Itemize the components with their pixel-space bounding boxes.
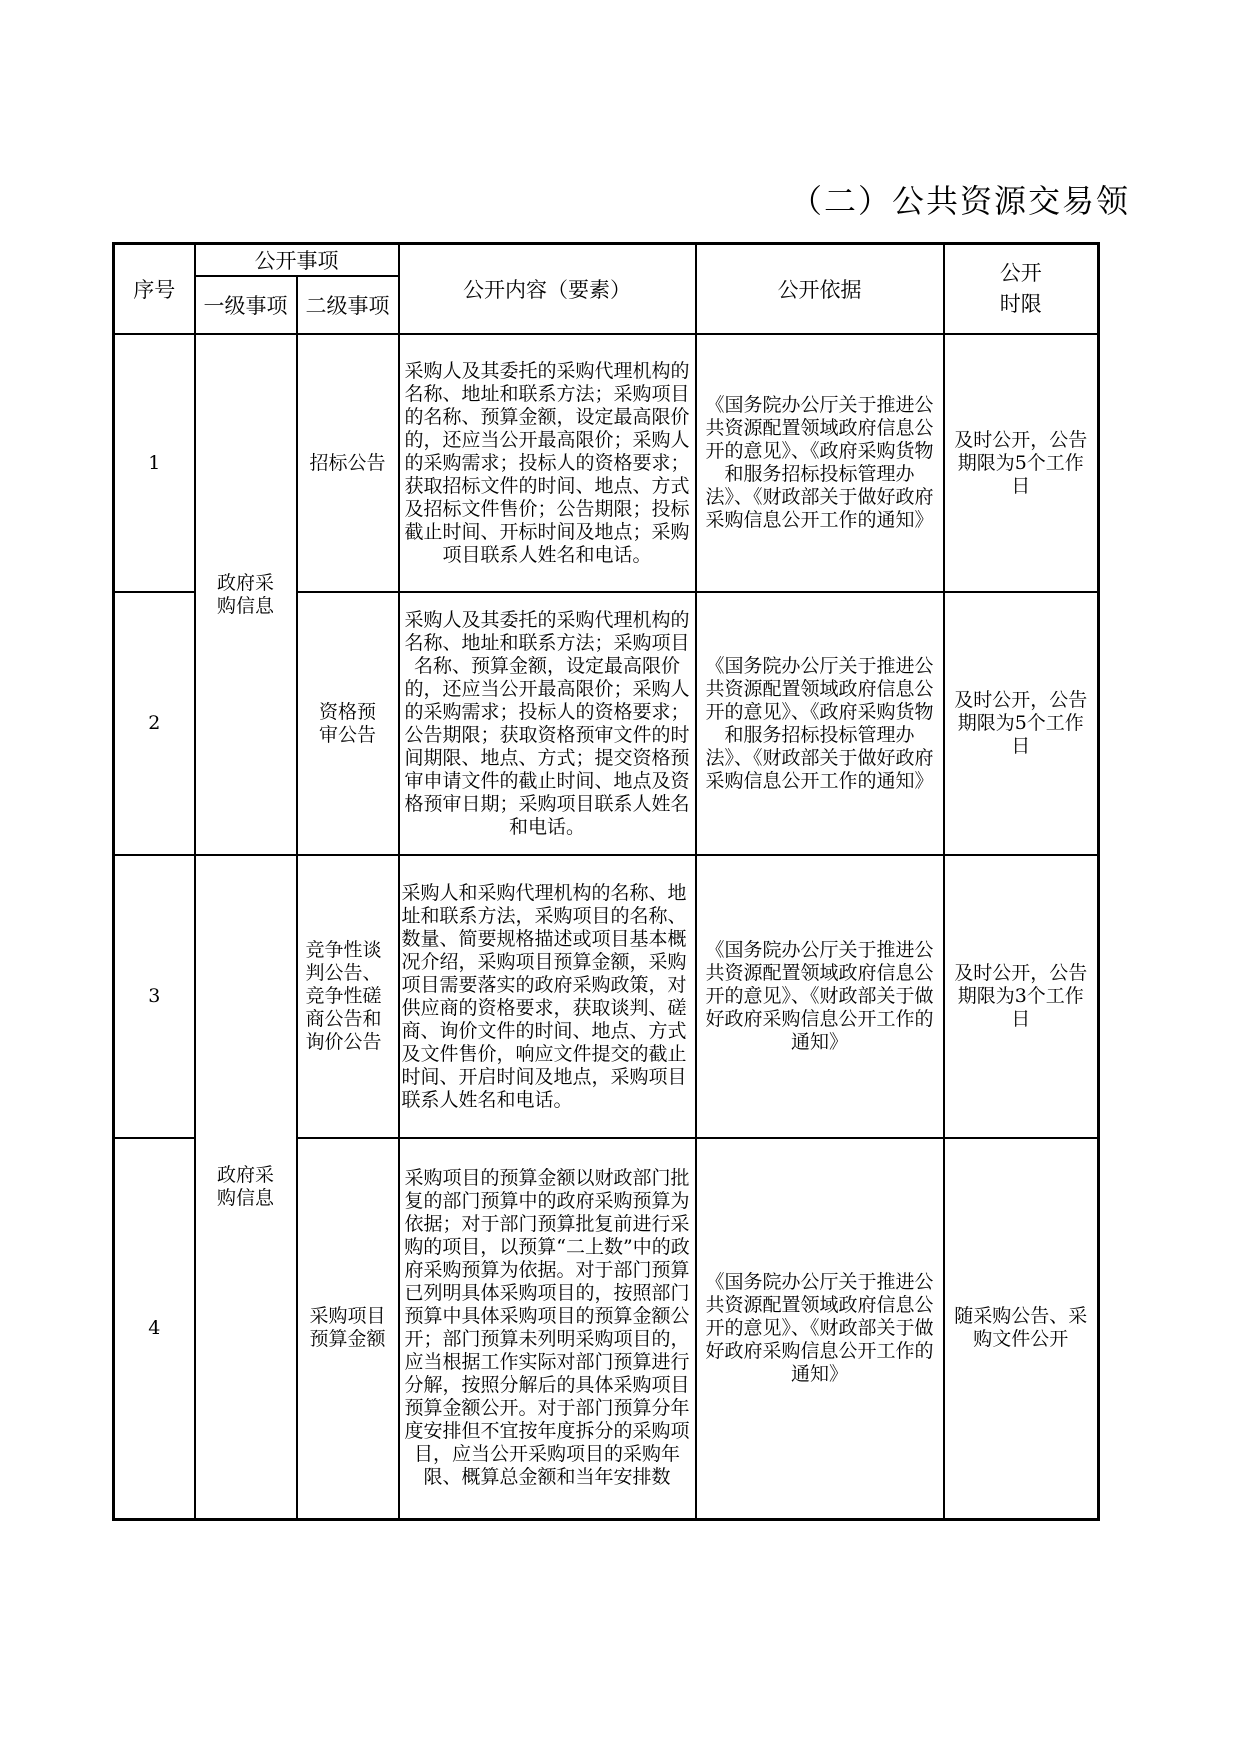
- row-level2: 采购项目预算金额: [297, 1138, 399, 1519]
- row-seq: 4: [114, 1138, 195, 1519]
- header-level1: 一级事项: [195, 276, 297, 334]
- header-level2: 二级事项: [297, 276, 399, 334]
- table-row: [114, 334, 1099, 592]
- row-time-limit: 及时公开，公告期限为3个工作日: [944, 855, 1099, 1138]
- row-content: [399, 1138, 696, 1519]
- disclosure-table: [112, 242, 1100, 1521]
- header-basis: 公开依据: [696, 244, 944, 335]
- header-items-group: 公开事项: [195, 244, 399, 277]
- row-content-text: 采购人和采购代理机构的名称、地址和联系方法，采购项目的名称、数量、简要规格描述或项目基本概况介绍，采购项目预算金额，采购项目需要落实的政府采购政策，对供应商的资格要求，获取谈判、磋商、询价文件的时间、地点、方式及文件售价，响应文件提交的截止时间、开启时间及地点，采购项目联系人姓名和电话。: [401, 881, 687, 1111]
- row-level2: 招标公告: [297, 334, 399, 592]
- row-basis: 《国务院办公厅关于推进公共资源配置领域政府信息公开的意见》、《政府采购货物和服务招标投标管理办法》、《财政部关于做好政府采购信息公开工作的通知》: [696, 592, 944, 855]
- row-level2: 资格预审公告: [297, 592, 399, 855]
- row-basis: 《国务院办公厅关于推进公共资源配置领域政府信息公开的意见》、《财政部关于做好政府采购信息公开工作的通知》: [696, 855, 944, 1138]
- row-content-text: 采购人及其委托的采购代理机构的名称、地址和联系方法；采购项目的名称、预算金额，设定最高限价的，还应当公开最高限价；采购人的采购需求；投标人的资格要求；获取招标文件的时间、地点、方式及招标文件售价；公告期限；投标截止时间、开标时间及地点；采购项目联系人姓名和电话。: [404, 359, 690, 566]
- row-basis: 《国务院办公厅关于推进公共资源配置领域政府信息公开的意见》、《财政部关于做好政府采购信息公开工作的通知》: [696, 1138, 944, 1519]
- row-basis: 《国务院办公厅关于推进公共资源配置领域政府信息公开的意见》、《政府采购货物和服务招标投标管理办法》、《财政部关于做好政府采购信息公开工作的通知》: [696, 334, 944, 592]
- row-seq: 2: [114, 592, 195, 855]
- row-content: [399, 592, 696, 855]
- row-time-limit: 及时公开，公告期限为5个工作日: [944, 334, 1099, 592]
- row-level1: 政府采购信息: [195, 855, 297, 1519]
- row-level1: 政府采购信息: [195, 334, 297, 855]
- header-seq: 序号: [114, 244, 195, 335]
- header-time-limit: 公开 时限: [944, 244, 1099, 335]
- row-content-text: 采购人及其委托的采购代理机构的名称、地址和联系方法；采购项目名称、预算金额，设定最高限价的，还应当公开最高限价；采购人的采购需求；投标人的资格要求；公告期限；获取资格预审文件的时间期限、地点、方式；提交资格预审申请文件的截止时间、地点及资格预审日期；采购项目联系人姓名和电话。: [404, 608, 690, 838]
- row-time-limit: 及时公开，公告期限为5个工作日: [944, 592, 1099, 855]
- row-seq: 3: [114, 855, 195, 1138]
- row-content: [399, 855, 696, 1138]
- header-content: 公开内容（要素）: [399, 244, 696, 335]
- row-content-text: 采购项目的预算金额以财政部门批复的部门预算中的政府采购预算为依据；对于部门预算批复前进行采购的项目，以预算“二上数”中的政府采购预算为依据。对于部门预算已列明具体采购项目的，按照部门预算中具体采购项目的预算金额公开；部门预算未列明采购项目的，应当根据工作实际对部门预算进行分解，按照分解后的具体采购项目预算金额公开。对于部门预算分年度安排但不宜按年度拆分的采购项目，应当公开采购项目的采购年限、概算总金额和当年安排数: [404, 1167, 690, 1489]
- page-title: （二）公共资源交易领: [790, 182, 1131, 220]
- row-seq: 1: [114, 334, 195, 592]
- row-level2: 竞争性谈判公告、竞争性磋商公告和询价公告: [297, 855, 399, 1138]
- row-content: [399, 334, 696, 592]
- row-time-limit: 随采购公告、采购文件公开: [944, 1138, 1099, 1519]
- table-row: [114, 855, 1099, 1138]
